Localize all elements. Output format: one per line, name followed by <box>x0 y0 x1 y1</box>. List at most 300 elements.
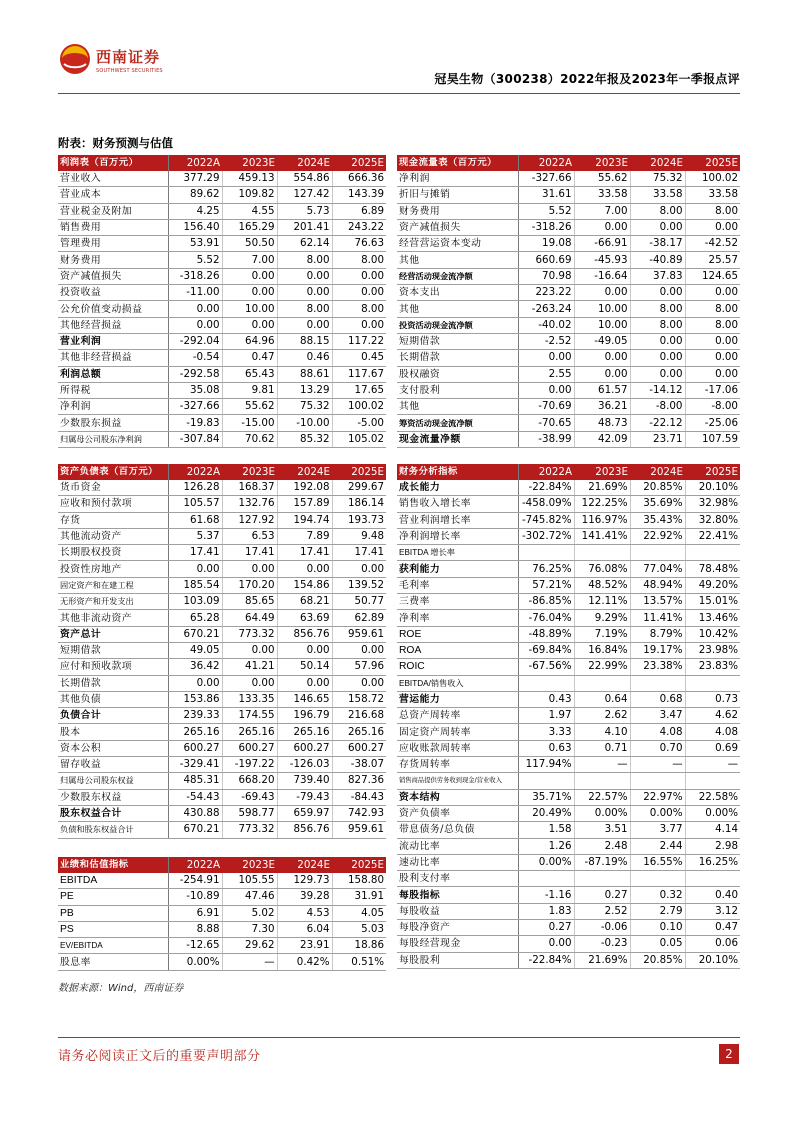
cell-value: -126.03 <box>277 757 332 773</box>
cell-value: 5.03 <box>332 921 386 937</box>
financial-ratios-table <box>397 464 740 969</box>
cell-value: 8.00 <box>277 252 332 268</box>
cell-value: 53.91 <box>168 236 222 252</box>
cell-value: 9.48 <box>332 528 386 544</box>
row-label: 获利能力 <box>397 561 518 577</box>
cell-value: 105.02 <box>332 431 386 447</box>
cell-value: -67.56% <box>518 659 574 675</box>
cell-value: -254.91 <box>168 873 222 889</box>
table-row <box>58 496 386 512</box>
cell-value: 0.00% <box>518 854 574 870</box>
cell-value: -0.06 <box>574 920 630 936</box>
cell-value: 17.65 <box>332 382 386 398</box>
cell-value: 8.00 <box>277 301 332 317</box>
cell-value: 22.97% <box>630 789 685 805</box>
cell-value: -307.84 <box>168 431 222 447</box>
cell-value: 85.32 <box>277 431 332 447</box>
column-header: 2024E <box>277 155 332 171</box>
row-label: 营业成本 <box>58 187 168 203</box>
cell-value: 62.89 <box>332 610 386 626</box>
cell-value: 64.49 <box>222 610 277 626</box>
cell-value: — <box>574 757 630 773</box>
cell-value: 193.73 <box>332 512 386 528</box>
cell-value: -45.93 <box>574 252 630 268</box>
table-row <box>397 594 740 610</box>
cell-value: -84.43 <box>332 789 386 805</box>
cell-value: 100.02 <box>685 171 740 187</box>
cell-value: 459.13 <box>222 171 277 187</box>
table-row <box>58 252 386 268</box>
table-row <box>397 773 740 789</box>
cell-value: -42.52 <box>685 236 740 252</box>
cell-value: 63.69 <box>277 610 332 626</box>
cell-value: 666.36 <box>332 171 386 187</box>
cell-value: 129.73 <box>277 873 332 889</box>
cell-value: 5.52 <box>518 203 574 219</box>
cell-value: -40.02 <box>518 317 574 333</box>
table-row <box>58 431 386 447</box>
cell-value: 65.28 <box>168 610 222 626</box>
cell-value: 0.71 <box>574 740 630 756</box>
cell-value: 6.91 <box>168 905 222 921</box>
cell-value: 0.00 <box>574 219 630 235</box>
cell-value: -11.00 <box>168 285 222 301</box>
table-row <box>58 626 386 642</box>
row-label: 现金流量净额 <box>397 431 518 447</box>
cell-value: 10.00 <box>222 301 277 317</box>
row-label: 货币资金 <box>58 480 168 496</box>
cell-value: -745.82% <box>518 512 574 528</box>
cell-value: 23.83% <box>685 659 740 675</box>
cell-value: 37.83 <box>630 268 685 284</box>
cell-value: 0.32 <box>630 887 685 903</box>
cell-value: 5.02 <box>222 905 277 921</box>
cell-value: 659.97 <box>277 805 332 821</box>
cell-value: 23.91 <box>277 938 332 954</box>
table-row <box>397 936 740 952</box>
cell-value: -15.00 <box>222 415 277 431</box>
cell-value: 23.38% <box>630 659 685 675</box>
cell-value: 105.55 <box>222 873 277 889</box>
table-header-row <box>58 857 386 873</box>
cell-value: 5.37 <box>168 528 222 544</box>
row-label: 每股净资产 <box>397 920 518 936</box>
row-label: 营业税金及附加 <box>58 203 168 219</box>
table-row <box>397 285 740 301</box>
cell-value: 31.91 <box>332 889 386 905</box>
cell-value: 5.73 <box>277 203 332 219</box>
cell-value: 7.89 <box>277 528 332 544</box>
table-row <box>58 954 386 970</box>
table-row <box>58 333 386 349</box>
table-row <box>58 545 386 561</box>
row-label: 公允价值变动损益 <box>58 301 168 317</box>
cell-value: 0.00 <box>277 675 332 691</box>
cell-value: 0.00 <box>630 285 685 301</box>
cell-value: 158.72 <box>332 691 386 707</box>
row-label: 长期借款 <box>58 675 168 691</box>
table-row <box>58 512 386 528</box>
table-row <box>58 203 386 219</box>
cell-value: 4.10 <box>574 724 630 740</box>
cell-value: 117.67 <box>332 366 386 382</box>
row-label: PE <box>58 889 168 905</box>
cell-value: 49.20% <box>685 577 740 593</box>
column-header: 2023E <box>574 464 630 480</box>
cell-value: 22.99% <box>574 659 630 675</box>
cell-value <box>630 545 685 561</box>
row-label: 带息债务/总负债 <box>397 822 518 838</box>
cell-value: 600.27 <box>277 740 332 756</box>
cell-value: 19.08 <box>518 236 574 252</box>
cell-value: 156.40 <box>168 219 222 235</box>
cell-value: 959.61 <box>332 822 386 838</box>
row-label: 营业利润增长率 <box>397 512 518 528</box>
cell-value: 105.57 <box>168 496 222 512</box>
table-row <box>397 415 740 431</box>
cell-value: -69.43 <box>222 789 277 805</box>
cell-value: 2.98 <box>685 838 740 854</box>
cell-value: 4.55 <box>222 203 277 219</box>
cell-value: 265.16 <box>168 724 222 740</box>
table-row <box>58 610 386 626</box>
cell-value: 47.46 <box>222 889 277 905</box>
table-row <box>58 594 386 610</box>
disclaimer-text: 请务必阅读正文后的重要声明部分 <box>58 1049 261 1064</box>
cell-value: -2.52 <box>518 333 574 349</box>
cell-value: 117.22 <box>332 333 386 349</box>
row-label: 支付股利 <box>397 382 518 398</box>
row-label: 归属母公司股东净利润 <box>58 431 168 447</box>
cell-value: 20.85% <box>630 952 685 968</box>
row-label: 净利润 <box>397 171 518 187</box>
cell-value: -48.89% <box>518 626 574 642</box>
cell-value: 8.00 <box>685 301 740 317</box>
table-row <box>397 382 740 398</box>
table-row <box>397 236 740 252</box>
cell-value: 4.08 <box>685 724 740 740</box>
row-label: 固定资产和在建工程 <box>58 577 168 593</box>
row-label: 资本公积 <box>58 740 168 756</box>
cell-value: 0.00 <box>168 317 222 333</box>
row-label: 股息率 <box>58 954 168 970</box>
cell-value: 75.32 <box>630 171 685 187</box>
row-label: 资本支出 <box>397 285 518 301</box>
cell-value: 0.00 <box>222 285 277 301</box>
table-row <box>58 171 386 187</box>
table-header-row <box>58 464 386 480</box>
cell-value: 20.10% <box>685 480 740 496</box>
cell-value: 0.40 <box>685 887 740 903</box>
table-row <box>58 708 386 724</box>
header-divider <box>58 93 740 94</box>
row-label: 速动比率 <box>397 854 518 870</box>
cell-value: 0.63 <box>518 740 574 756</box>
table-row <box>58 415 386 431</box>
cell-value: -197.22 <box>222 757 277 773</box>
table-row <box>397 822 740 838</box>
cell-value: -327.66 <box>168 399 222 415</box>
row-label: 所得税 <box>58 382 168 398</box>
cell-value: 103.09 <box>168 594 222 610</box>
table-row <box>397 577 740 593</box>
cell-value: 0.00 <box>630 366 685 382</box>
cell-value: 8.00 <box>332 301 386 317</box>
cell-value: 554.86 <box>277 171 332 187</box>
cell-value: 0.00 <box>685 366 740 382</box>
cell-value: -70.65 <box>518 415 574 431</box>
cell-value: 600.27 <box>168 740 222 756</box>
column-header: 2023E <box>222 464 277 480</box>
cell-value: 0.45 <box>332 350 386 366</box>
cell-value: 17.41 <box>168 545 222 561</box>
cell-value: — <box>685 757 740 773</box>
cell-value: 21.69% <box>574 480 630 496</box>
data-source-note: 数据来源：Wind，西南证券 <box>58 983 184 994</box>
table-row <box>397 626 740 642</box>
footer-divider <box>58 1037 740 1038</box>
cell-value: -318.26 <box>168 268 222 284</box>
cell-value: 1.58 <box>518 822 574 838</box>
cell-value: -16.64 <box>574 268 630 284</box>
cell-value <box>574 871 630 887</box>
cell-value: 0.00 <box>630 350 685 366</box>
cell-value: 20.49% <box>518 805 574 821</box>
column-header: 2022A <box>518 155 574 171</box>
row-label: 股东权益合计 <box>58 805 168 821</box>
table-row <box>58 399 386 415</box>
cell-value: — <box>222 954 277 970</box>
cell-value: 55.62 <box>222 399 277 415</box>
cell-value: 243.22 <box>332 219 386 235</box>
row-label: 成长能力 <box>397 480 518 496</box>
cell-value: 88.15 <box>277 333 332 349</box>
row-label: 流动比率 <box>397 838 518 854</box>
cell-value: 15.01% <box>685 594 740 610</box>
table-row <box>397 317 740 333</box>
cell-value: -0.23 <box>574 936 630 952</box>
row-label: 总资产周转率 <box>397 708 518 724</box>
cell-value: 0.00 <box>168 561 222 577</box>
cell-value: 18.86 <box>332 938 386 954</box>
cell-value: 0.00 <box>332 285 386 301</box>
row-label: 营业利润 <box>58 333 168 349</box>
table-row <box>397 545 740 561</box>
table-row <box>397 854 740 870</box>
table-title: 现金流量表（百万元） <box>397 155 518 171</box>
cell-value: -19.83 <box>168 415 222 431</box>
cell-value: 0.00 <box>277 268 332 284</box>
cell-value: -14.12 <box>630 382 685 398</box>
row-label: 净利润增长率 <box>397 528 518 544</box>
cell-value: 6.53 <box>222 528 277 544</box>
cell-value: 8.00 <box>685 317 740 333</box>
row-label: 其他非经营损益 <box>58 350 168 366</box>
table-row <box>58 301 386 317</box>
cell-value: 48.52% <box>574 577 630 593</box>
cell-value <box>685 545 740 561</box>
row-label: 营运能力 <box>397 691 518 707</box>
cell-value: 116.97% <box>574 512 630 528</box>
cell-value: 29.62 <box>222 938 277 954</box>
cell-value: 0.00 <box>685 350 740 366</box>
cell-value: 0.00 <box>222 642 277 658</box>
cell-value: -263.24 <box>518 301 574 317</box>
cell-value: 16.25% <box>685 854 740 870</box>
row-label: 其他 <box>397 252 518 268</box>
cell-value: 170.20 <box>222 577 277 593</box>
table-row <box>397 610 740 626</box>
cell-value: — <box>630 757 685 773</box>
cell-value: 739.40 <box>277 773 332 789</box>
row-label: 其他非流动资产 <box>58 610 168 626</box>
cell-value: 107.59 <box>685 431 740 447</box>
cell-value: 36.21 <box>574 399 630 415</box>
cell-value: 0.00 <box>630 219 685 235</box>
cell-value: 13.29 <box>277 382 332 398</box>
table-row <box>58 889 386 905</box>
cell-value: -38.17 <box>630 236 685 252</box>
column-header: 2024E <box>630 464 685 480</box>
cell-value: 50.50 <box>222 236 277 252</box>
cell-value: 22.57% <box>574 789 630 805</box>
cell-value: 4.25 <box>168 203 222 219</box>
cell-value: 0.27 <box>518 920 574 936</box>
cell-value: -38.99 <box>518 431 574 447</box>
cell-value: 0.47 <box>685 920 740 936</box>
row-label: 存货周转率 <box>397 757 518 773</box>
row-label: 投资收益 <box>58 285 168 301</box>
row-label: 管理费用 <box>58 236 168 252</box>
table-row <box>397 252 740 268</box>
table-row <box>397 675 740 691</box>
cell-value: 0.70 <box>630 740 685 756</box>
table-title: 业绩和估值指标 <box>58 857 168 873</box>
cell-value: 0.00 <box>574 366 630 382</box>
cell-value: -0.54 <box>168 350 222 366</box>
cell-value: -66.91 <box>574 236 630 252</box>
cell-value: 100.02 <box>332 399 386 415</box>
row-label: 利润总额 <box>58 366 168 382</box>
cell-value: 146.65 <box>277 691 332 707</box>
table-row <box>397 268 740 284</box>
table-row <box>397 789 740 805</box>
cell-value: 32.98% <box>685 496 740 512</box>
table-row <box>397 561 740 577</box>
table-row <box>58 789 386 805</box>
row-label: 留存收益 <box>58 757 168 773</box>
table-row <box>58 773 386 789</box>
cell-value: 8.88 <box>168 921 222 937</box>
cell-value: 8.00 <box>630 317 685 333</box>
cell-value: 1.97 <box>518 708 574 724</box>
cell-value: 3.47 <box>630 708 685 724</box>
cell-value: 33.58 <box>574 187 630 203</box>
cell-value: 0.00 <box>685 333 740 349</box>
cell-value: 49.05 <box>168 642 222 658</box>
cell-value: 0.00% <box>168 954 222 970</box>
column-header: 2023E <box>222 857 277 873</box>
table-row <box>58 740 386 756</box>
row-label: EBITDA 增长率 <box>397 545 518 561</box>
table-header-row <box>397 155 740 171</box>
cell-value: 485.31 <box>168 773 222 789</box>
cell-value <box>574 773 630 789</box>
cell-value: 8.00 <box>630 301 685 317</box>
table-row <box>58 659 386 675</box>
table-row <box>397 920 740 936</box>
cell-value: 0.00 <box>222 317 277 333</box>
row-label: 毛利率 <box>397 577 518 593</box>
cell-value: 0.68 <box>630 691 685 707</box>
cell-value: 0.00 <box>222 675 277 691</box>
table-row <box>58 268 386 284</box>
cell-value: 32.80% <box>685 512 740 528</box>
cell-value: 3.12 <box>685 903 740 919</box>
row-label: 资产减值损失 <box>397 219 518 235</box>
cell-value <box>630 871 685 887</box>
cell-value: -79.43 <box>277 789 332 805</box>
cell-value: 742.93 <box>332 805 386 821</box>
cell-value: 0.27 <box>574 887 630 903</box>
table-row <box>58 938 386 954</box>
row-label: 其他 <box>397 399 518 415</box>
cell-value <box>518 675 574 691</box>
cell-value: 50.14 <box>277 659 332 675</box>
row-label: 营业收入 <box>58 171 168 187</box>
cell-value: 77.04% <box>630 561 685 577</box>
cell-value: 0.00 <box>518 382 574 398</box>
cell-value: 5.52 <box>168 252 222 268</box>
row-label: 净利润 <box>58 399 168 415</box>
column-header: 2025E <box>332 857 386 873</box>
cell-value: 0.47 <box>222 350 277 366</box>
cell-value: 0.00 <box>574 285 630 301</box>
row-label: 销售收入增长率 <box>397 496 518 512</box>
row-label: 股权融资 <box>397 366 518 382</box>
cell-value: 3.77 <box>630 822 685 838</box>
cell-value: 0.00 <box>277 317 332 333</box>
cell-value: 109.82 <box>222 187 277 203</box>
cell-value: 0.00 <box>332 642 386 658</box>
cell-value: 153.86 <box>168 691 222 707</box>
row-label: PB <box>58 905 168 921</box>
cell-value: -22.84% <box>518 952 574 968</box>
cell-value: 670.21 <box>168 822 222 838</box>
cell-value: 600.27 <box>332 740 386 756</box>
cell-value: -86.85% <box>518 594 574 610</box>
cell-value: 88.61 <box>277 366 332 382</box>
cell-value: 0.43 <box>518 691 574 707</box>
table-row <box>397 399 740 415</box>
cell-value: 10.00 <box>574 301 630 317</box>
table-row <box>397 903 740 919</box>
table-row <box>58 528 386 544</box>
cell-value: 174.55 <box>222 708 277 724</box>
column-header: 2025E <box>685 155 740 171</box>
row-label: ROA <box>397 642 518 658</box>
table-row <box>397 333 740 349</box>
cell-value: 78.48% <box>685 561 740 577</box>
row-label: 负债合计 <box>58 708 168 724</box>
cell-value: 856.76 <box>277 626 332 642</box>
cell-value: -302.72% <box>518 528 574 544</box>
table-row <box>58 480 386 496</box>
cell-value: 7.00 <box>574 203 630 219</box>
cell-value: 89.62 <box>168 187 222 203</box>
cell-value: 133.35 <box>222 691 277 707</box>
cell-value: 1.83 <box>518 903 574 919</box>
